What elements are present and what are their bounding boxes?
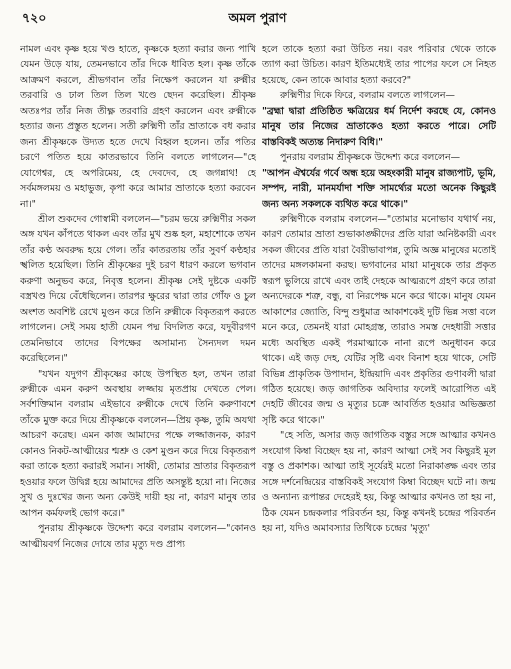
right-column xyxy=(262,42,496,662)
paragraph: হলে তাকে হত্যা করা উচিত নয়। বরং পরিবার থেকে তাকে ত্যাগ করা উচিত। কারণ ইতিমধ্যেই তার পাপের ফলে সে নিহত হয়েছে, কেন তাকে আবার হত্যা করবে?" xyxy=(262,44,496,86)
paragraph: নামল এবং কৃষ্ণ হয়ে খণ্ড হাতে, কৃষ্ণকে হত্যা করার জন্য পাখি যেমন উড়ে যায়, তেমনভাবে তাঁর দিকে ধাবিত হল। কৃষ্ণ তাঁকে আক্রমণ করলে, শ্রীভগবান তাঁর নিক্ষেপ করলেন যা রুক্মীর তরবারি ও ঢাল তিল তিল খণ্ডে ছেদন করেছিল। শ্রীকৃষ্ণ অতঃপর তাঁর নিজ তীক্ষ্ণ তরবারি গ্রহণ করলেন এবং রুক্মীকে হত্যার জন্য প্রস্তুত হলেন। সতী রুক্মিণী তাঁর ভ্রাতাকে বধ করার জন্য শ্রীকৃষ্ণকে উদ্যত হতে দেখে বিহ্বল হলেন। তাঁর পতির চরণে পতিত হয়ে কাতরভাবে তিনি বলতে লাগলেন—"হে যোগেশ্বর, হে অপরিমেয়, হে দেবদেব, হে জগন্নাথ! হে সর্বমঙ্গলময় ও মহাভুজ, কৃপা করে আমার ভ্রাতাকে হত্যা করবেন না।" xyxy=(20,44,256,210)
page-header xyxy=(22,10,493,30)
quoted-passage: "আপন ঐশ্বর্যের গর্বে অন্ধ হয়ে অহংকারী মানুষ রাজ্যপাট, ভূমি, সম্পদ, নারী, মানমর্যাদা শক্তি সামর্থ্যের মতো অনেক কিছুরই জন্য অন্য সকলকে ব্যথিত করে থাকে।" xyxy=(262,167,496,210)
paragraph: শ্রীল শুকদেব গোস্বামী বললেন—"চরম ভয়ে রুক্মিণীর সকল অঙ্গ যখন কাঁপতে থাকল এবং তাঁর মুখ শুষ্ক হল, মহাশোকে তখন তাঁর কণ্ঠ অবরুদ্ধ হয়ে গেল। তাঁর কাতরতায় তাঁর সুবর্ণ কণ্ঠহার স্খলিত হয়েছিল। তিনি শ্রীকৃষ্ণের দুই চরণ ধারণ করলে ভগবান করুণা অনুভব করে, নিবৃত্ত হলেন। শ্রীকৃষ্ণ সেই দুষ্টকে একটি বস্ত্রখণ্ড দিয়ে বেঁধেছিলেন। তারপর ক্ষুরের দ্বারা তার গোঁফ ও চুল অংশত অবশিষ্ট রেখে মুণ্ডন করে তিনি রুক্মীকে বিকৃতরূপ করতে লাগলেন। সেই সময় হাতী যেমন পদ্ম বিদলিত করে, যদুবীরগণ তেমনিভাবে তাদের বিপক্ষের অসামান্য সৈন্যদল দমন করেছিলেন।" xyxy=(20,213,256,365)
paragraph: "হে সতি, অসার জড় জাগতিক বস্তুর সঙ্গে আত্মার কখনও সংযোগ কিম্বা বিচ্ছেদ হয় না, কারণ আত্মা সেই সব কিছুরই মূল বস্তু ও প্রকাশক। আত্মা তাই সূর্যেরই মতো নিরাকাঙ্ক্ষ এবং তার সঙ্গে দর্শনেন্দ্রিয়ের বাস্তবিকই সংযোগ কিম্বা বিচ্ছেদ ঘটে না। জন্ম ও অন্যান্য রূপান্তর দেহেরই হয়, কিন্তু আত্মার কখনও তা হয় না, ঠিক যেমন চন্দ্রকলার পরিবর্তন হয়, কিন্তু কখনই চন্দ্রের পরিবর্তন হয় না, যদিও অমাবস্যার তিথিকে চন্দ্রের 'মৃত্যু' xyxy=(262,430,496,535)
left-column xyxy=(20,42,256,662)
paragraph: পুনরায় শ্রীকৃষ্ণকে উদ্দেশ্য করে বলরাম বললেন—"কোনও আত্মীয়বর্গ নিজের দোষে তার মৃত্যু দণ্ড প্রাপ্য xyxy=(20,523,256,550)
running-title: অমল পুরাণ xyxy=(228,10,287,25)
paragraph: রুক্মিণীকে বলরাম বললেন—"তোমার মনোভাব যথার্থ নয়, কারণ তোমার ভ্রাতা শুভাকাঙ্ক্ষীদের প্রতি যারা অনিষ্টকারী এবং সকল জীবের প্রতি যারা বৈরীভাবাপন্ন, তুমি অজ্ঞ মানুষের মতোই তাদের মঙ্গলকামনা করছ। ভগবানের মায়া মানুষকে তার প্রকৃত স্বরূপ ভুলিয়ে রাখে এবং তাই দেহকে আত্মরূপে গ্রহণ করে তারা অন্যদেরকে শত্রু, বন্ধু, বা নিরপেক্ষ মনে করে থাকে। মানুষ যেমন আকাশের জ্যোতি, বিন্দু শুধুমাত্র আকাশকেই দুটি ভিন্ন সত্তা বলে মনে করে, তেমনই যারা মোহগ্রস্ত, তারাও সমস্ত দেহধারী সত্তার মধ্যে অবস্থিত একই পরমাত্মাকে নানা রূপে অনুধাবন করে থাকে। এই জড় দেহ, যেটির সৃষ্টি এবং বিনাশ হয়ে থাকে, সেটি বিভিন্ন প্রাকৃতিক উপাদান, ইন্দ্রিয়াদি এবং প্রকৃতির গুণাবলী দ্বারা গঠিত হয়েছে। জড় জাগতিক অবিদ্যার ফলেই আরোপিত এই দেহটি জীবের জন্ম ও মৃত্যুর চক্রে আবর্তিত হওয়ার অভিজ্ঞতা সৃষ্টি করে থাকে।" xyxy=(262,213,496,426)
quoted-passage: "ব্রহ্মা দ্বারা প্রতিষ্ঠিত ক্ষত্রিয়ের ধর্ম নির্দেশ করছে যে, কোনও মানুষ তার নিজের ভ্রাতাকেও হত্যা করতে পারে। সেটি বাস্তবিকই অত্যন্ত নিদারুণ বিধি।" xyxy=(262,105,496,148)
page-number: ৭২০ xyxy=(22,10,47,25)
paragraph: পুনরায় বলরাম শ্রীকৃষ্ণকে উদ্দেশ্য করে বললেন— xyxy=(280,152,461,164)
paragraph: "যখন যদুগণ শ্রীকৃষ্ণের কাছে উপস্থিত হল, তখন তারা রুক্মীকে এমন করুণ অবস্থায় লজ্জায় মৃতপ্রায় দেখতে পেল। সর্বশক্তিমান বলরাম এইভাবে রুক্মীকে দেখে তিনি করুণাবশে তাঁকে মুক্ত করে দিয়ে শ্রীকৃষ্ণকে বললেন—প্রিয় কৃষ্ণ, তুমি অযথা আচরণ করেছ। এমন কাজ আমাদের পক্ষে লজ্জাজনক, কারণ কোনও নিকট-আত্মীয়ের শ্মশ্রু ও কেশ মুণ্ডন করে দিয়ে বিকৃতরূপ করা তাকে হত্যা করারই সমান। সাধ্বী, তোমার ভ্রাতার বিকৃতরূপ হওয়ার ফলে উদ্বিগ্ন হয়ে আমাদের প্রতি অসন্তুষ্ট হয়ো না। নিজের সুখ ও দুঃখের জন্য অন্য কেউই দায়ী হয় না, কারণ মানুষ তার আপন কর্মফলই ভোগ করে।" xyxy=(20,368,256,519)
paragraph: রুক্মিণীর দিকে ফিরে, বলরাম বলতে লাগলেন— xyxy=(280,90,455,102)
